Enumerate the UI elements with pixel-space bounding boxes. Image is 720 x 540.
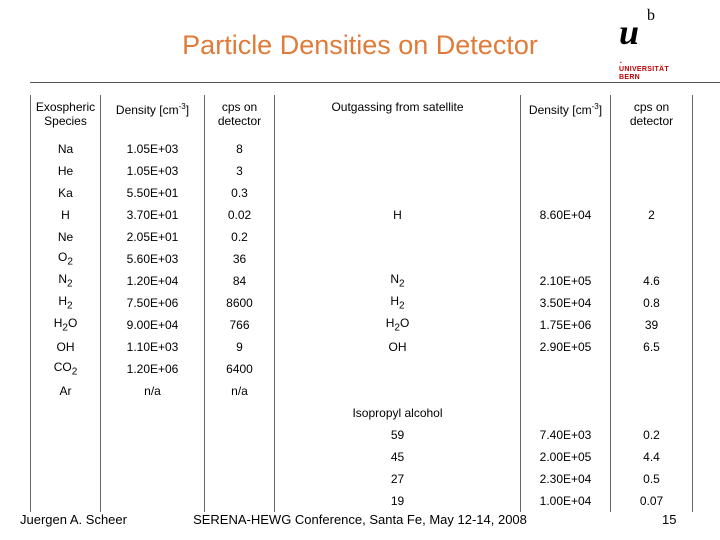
cell-species: $H_2$ [31,292,101,314]
cell-species: $N_2$ [31,270,101,292]
cell-species: H [31,204,101,226]
cell-cps-outgassing [611,138,693,160]
table-row [31,160,693,182]
cell-cps [205,446,275,468]
cell-cps: 0.2 [205,226,275,248]
cell-outgassing [275,226,521,248]
cell-species: Ka [31,182,101,204]
cell-outgassing: OH [275,336,521,358]
cell-density [101,402,205,424]
cell-species [31,468,101,490]
cell-cps-outgassing: 0.07 [611,490,693,512]
header-cps: cps on detector [205,95,275,138]
header-cps-outgassing: cps on detector [611,95,693,138]
cell-cps: 36 [205,248,275,270]
table-row [31,138,693,160]
table-row [31,314,693,336]
cell-density-outgassing: 1.75E+06 [521,314,611,336]
cell-density: 9.00E+04 [101,314,205,336]
cell-cps: 766 [205,314,275,336]
cell-cps-outgassing: 0.5 [611,468,693,490]
cell-outgassing: Isopropyl alcohol [275,402,521,424]
cell-species [31,490,101,512]
cell-species: OH [31,336,101,358]
cell-outgassing: $N_2$ [275,270,521,292]
cell-cps-outgassing [611,358,693,380]
cell-cps: 6400 [205,358,275,380]
cell-density: 5.50E+01 [101,182,205,204]
cell-cps [205,468,275,490]
title-divider [30,82,720,83]
cell-cps [205,490,275,512]
cell-outgassing [275,182,521,204]
cell-density-outgassing [521,358,611,380]
cell-density-outgassing: 3.50E+04 [521,292,611,314]
cell-density-outgassing [521,138,611,160]
cell-cps: 8 [205,138,275,160]
cell-density: 2.05E+01 [101,226,205,248]
cell-cps-outgassing [611,402,693,424]
footer-page-number: 15 [662,512,677,527]
table-row [31,424,693,446]
header-density: Density $[cm^{-3}]$ [101,95,205,138]
cell-outgassing: 27 [275,468,521,490]
cell-species: He [31,160,101,182]
table-row [31,248,693,270]
cell-outgassing [275,380,521,402]
table-row [31,380,693,402]
table-row [31,468,693,490]
footer-conference: SERENA-HEWG Conference, Santa Fe, May 12-14, 2008 [193,512,527,527]
cell-outgassing: 59 [275,424,521,446]
table-row [31,204,693,226]
cell-cps-outgassing: 2 [611,204,693,226]
table-row [31,358,693,380]
table-row [31,270,693,292]
cell-cps: 0.3 [205,182,275,204]
cell-cps-outgassing [611,182,693,204]
cell-density [101,490,205,512]
cell-outgassing: 45 [275,446,521,468]
table-row [31,336,693,358]
cell-density [101,424,205,446]
university-logo [619,8,699,84]
logo-letter-b: b [647,7,655,24]
cell-outgassing: 19 [275,490,521,512]
cell-density-outgassing: 7.40E+03 [521,424,611,446]
cell-outgassing [275,248,521,270]
cell-cps-outgassing: 0.8 [611,292,693,314]
table-row [31,226,693,248]
cell-density-outgassing: 1.00E+04 [521,490,611,512]
cell-density: 1.05E+03 [101,138,205,160]
footer-author: Juergen A. Scheer [20,512,127,527]
header-density-outgassing: Density $[cm^{-3}]$ [521,95,611,138]
slide-title: Particle Densities on Detector [182,30,538,60]
cell-species: Na [31,138,101,160]
cell-density: 5.60E+03 [101,248,205,270]
logo-text-line2: BERN [619,74,641,81]
cell-cps-outgassing: 6.5 [611,336,693,358]
cell-cps: n/a [205,380,275,402]
cell-species: $O_2$ [31,248,101,270]
logo-mark: ▪ [620,60,622,66]
table-row [31,292,693,314]
table-row [31,446,693,468]
cell-species [31,424,101,446]
logo-text-line1: UNIVERSITÄT [619,66,669,73]
cell-density: n/a [101,380,205,402]
cell-density [101,468,205,490]
cell-density: 1.05E+03 [101,160,205,182]
table-header-row [31,95,693,138]
cell-density-outgassing: 2.10E+05 [521,270,611,292]
cell-outgassing: $H_2O$ [275,314,521,336]
cell-cps-outgassing [611,248,693,270]
cell-outgassing: $H_2$ [275,292,521,314]
cell-density-outgassing [521,380,611,402]
cell-density: 1.10E+03 [101,336,205,358]
cell-species: Ar [31,380,101,402]
cell-density [101,446,205,468]
cell-cps: 84 [205,270,275,292]
densities-table [30,95,693,512]
cell-cps-outgassing [611,160,693,182]
cell-density-outgassing: 2.00E+05 [521,446,611,468]
cell-cps: 0.02 [205,204,275,226]
cell-species: $CO_2$ [31,358,101,380]
cell-density: 1.20E+06 [101,358,205,380]
cell-density-outgassing [521,182,611,204]
cell-species: $H_2O$ [31,314,101,336]
cell-cps-outgassing: 0.2 [611,424,693,446]
cell-density: 7.50E+06 [101,292,205,314]
cell-cps-outgassing: 39 [611,314,693,336]
cell-density-outgassing [521,226,611,248]
cell-outgassing [275,358,521,380]
cell-density-outgassing: 2.30E+04 [521,468,611,490]
cell-outgassing [275,160,521,182]
cell-cps-outgassing: 4.6 [611,270,693,292]
cell-outgassing: H [275,204,521,226]
cell-cps: 3 [205,160,275,182]
cell-species [31,402,101,424]
cell-density: 3.70E+01 [101,204,205,226]
cell-cps-outgassing: 4.4 [611,446,693,468]
cell-cps [205,424,275,446]
cell-density-outgassing: 8.60E+04 [521,204,611,226]
table-row [31,402,693,424]
cell-cps [205,402,275,424]
table-row [31,490,693,512]
cell-density-outgassing: 2.90E+05 [521,336,611,358]
logo-letter-u: u [619,12,640,52]
cell-species: Ne [31,226,101,248]
cell-cps-outgassing [611,380,693,402]
cell-species [31,446,101,468]
cell-density-outgassing [521,160,611,182]
table-row [31,182,693,204]
cell-density-outgassing [521,248,611,270]
header-species: Exospheric Species [31,95,101,138]
cell-density: 1.20E+04 [101,270,205,292]
cell-density-outgassing [521,402,611,424]
cell-cps: 9 [205,336,275,358]
cell-outgassing [275,138,521,160]
cell-cps: 8600 [205,292,275,314]
cell-cps-outgassing [611,226,693,248]
header-outgassing: Outgassing from satellite [275,95,521,138]
